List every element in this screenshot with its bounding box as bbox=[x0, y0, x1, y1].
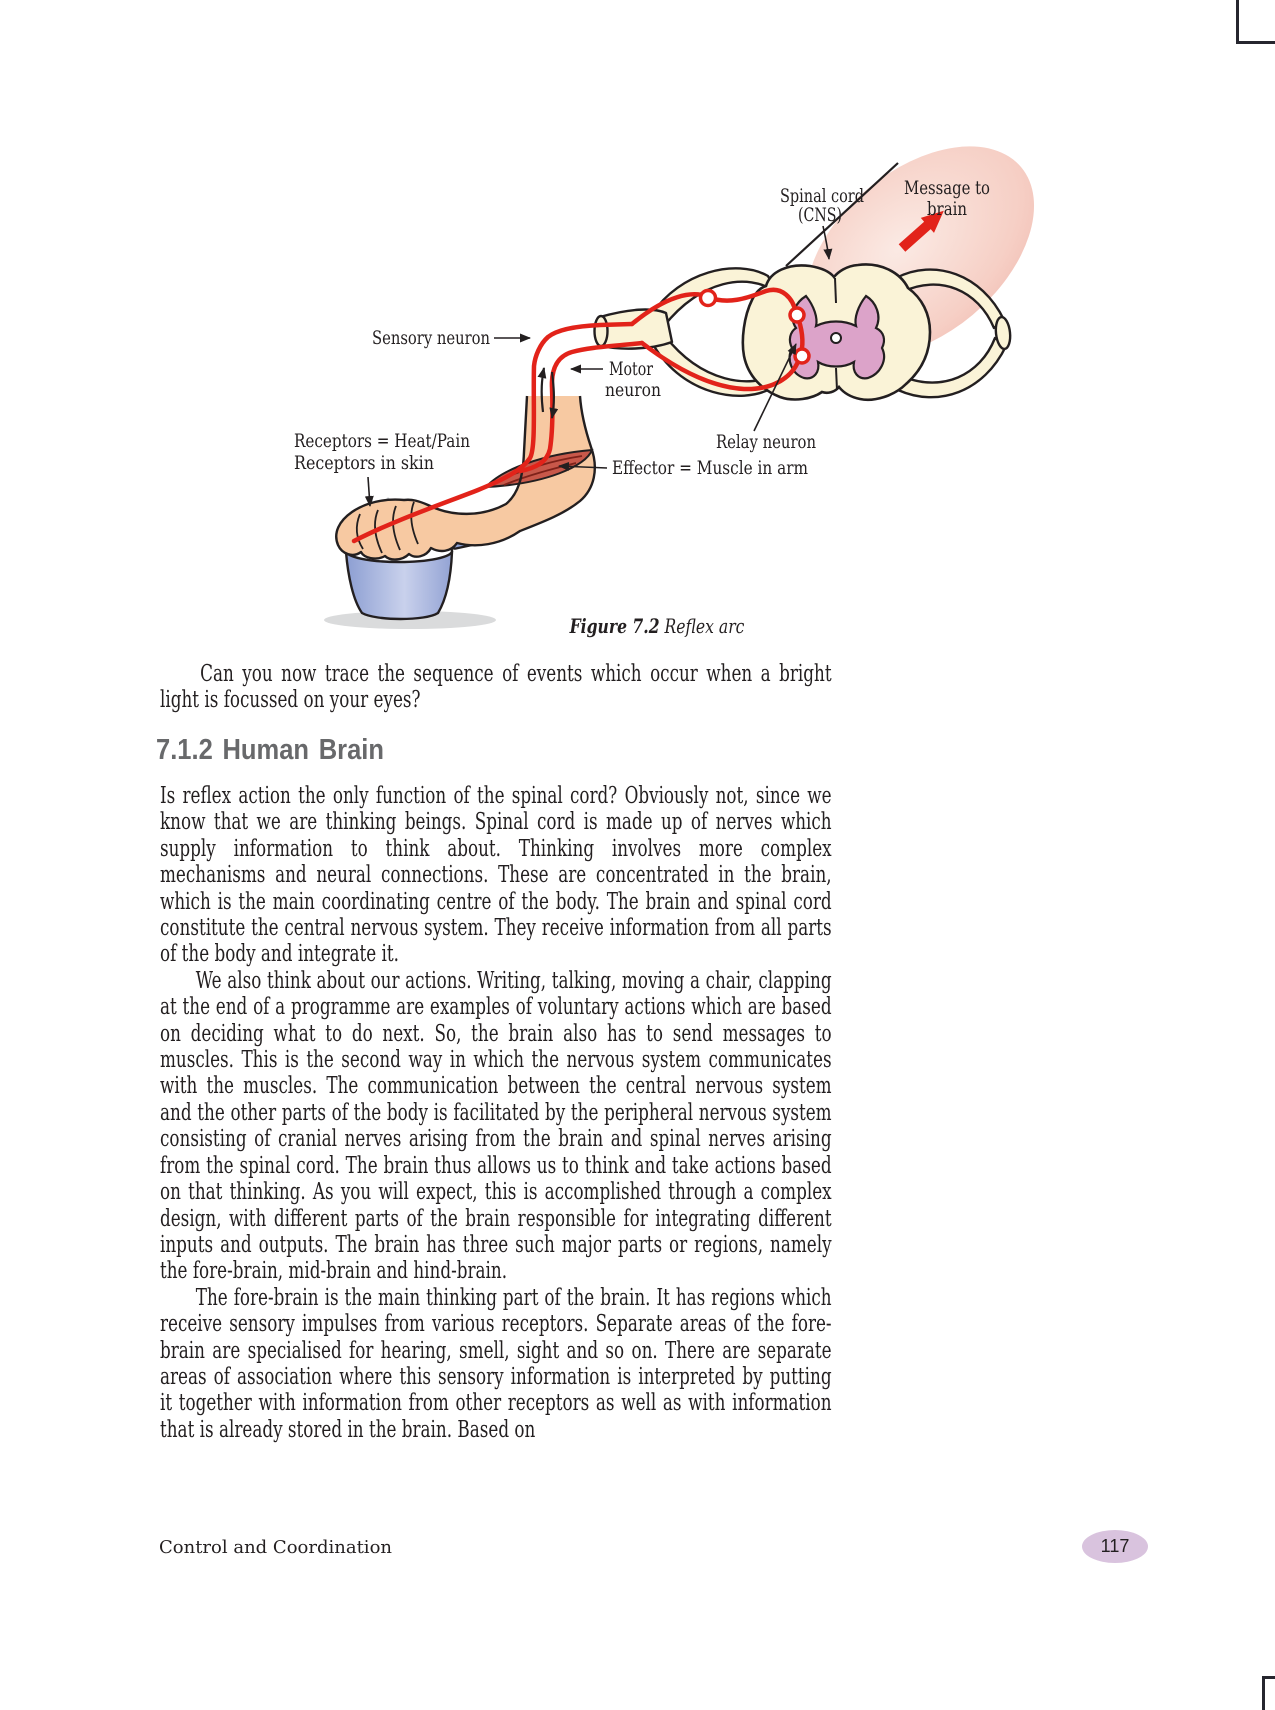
section-heading: 7.1.2 Human Brain bbox=[156, 734, 384, 766]
footer-chapter-title: Control and Coordination bbox=[159, 1537, 392, 1558]
figure-caption bbox=[540, 614, 774, 638]
paragraph: We also think about our actions. Writing, talking, moving a chair, clapping at the end of a programme are examples of voluntary actions which are based on deciding what to do next. So, the brain also has to send messages to muscles. This is the second way in which the nervous system communicates with the muscles. The communication between the central nervous system and the other parts of the body is facilitated by the peripheral nervous system consisting of cranial nerves arising from the brain and spinal nerves arising from the spinal cord. The brain thus allows us to think and take actions based on that thinking. As you will expect, this is accomplished through a complex design, with different parts of the brain responsible for integrating different inputs and outputs. The brain has three such major parts or regions, namely the fore-brain, mid-brain and hind-brain. bbox=[160, 967, 832, 1285]
intro-paragraph: Can you now trace the sequence of events which occur when a bright light is focussed on your eyes? bbox=[160, 661, 832, 714]
label-message-to-brain-2: brain bbox=[927, 198, 967, 220]
paragraph: Is reflex action the only function of the spinal cord? Obviously not, since we know that we are thinking beings. Spinal cord is made up of nerves which supply information to think about. Thinking involves more complex mechanisms and neural connections. These are concentrated in the brain, which is the main coordinating centre of the body. The brain and spinal cord constitute the central nervous system. They receive information from all parts of the body and integrate it. bbox=[160, 783, 832, 968]
label-motor-neuron: Motor bbox=[609, 358, 654, 380]
label-motor-neuron-2: neuron bbox=[605, 379, 661, 401]
reflex-arc-diagram bbox=[0, 0, 1275, 645]
label-effector: Effector = Muscle in arm bbox=[612, 457, 808, 479]
central-canal bbox=[831, 333, 841, 343]
label-spinal-cord-cns: (CNS) bbox=[798, 204, 842, 226]
figure-caption-number: Figure 7.2 bbox=[569, 614, 660, 638]
label-receptors-2: Receptors in skin bbox=[294, 452, 434, 474]
intro-paragraph-block bbox=[160, 661, 832, 714]
label-receptors: Receptors = Heat/Pain bbox=[294, 430, 470, 452]
label-spinal-cord: Spinal cord bbox=[780, 185, 864, 207]
figure-caption-text: Reflex arc bbox=[659, 614, 745, 638]
page-number: 117 bbox=[1100, 1536, 1130, 1556]
paragraph: The fore-brain is the main thinking part of the brain. It has regions which receive sensory impulses from various receptors. Separate areas of the fore-brain are specialised for hearing, smell, sight and so on. There are separate areas of association where this sensory information is interpreted by putting it together with information from other receptors as well as with information that is already stored in the brain. Based on bbox=[160, 1284, 832, 1443]
arm-and-hand bbox=[336, 396, 595, 560]
body-text-block bbox=[160, 783, 832, 1443]
page-number-badge bbox=[1082, 1530, 1148, 1563]
label-message-to-brain: Message to bbox=[904, 177, 990, 199]
label-relay-neuron: Relay neuron bbox=[716, 431, 816, 453]
label-sensory-neuron: Sensory neuron bbox=[372, 327, 490, 349]
bottom-right-corner-tab bbox=[1262, 1676, 1275, 1710]
